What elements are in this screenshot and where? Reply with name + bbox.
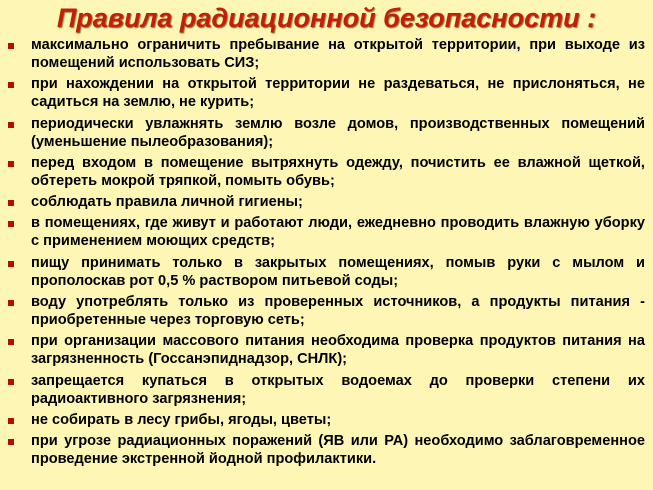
- list-item: [0, 293, 653, 329]
- list-item: [0, 75, 653, 111]
- rule-text: запрещается купаться в открытых водоемах до проверки степени их радиоактивного загрязнения;: [31, 372, 645, 407]
- list-item: [0, 332, 653, 368]
- rule-text: не собирать в лесу грибы, ягоды, цветы;: [31, 411, 332, 428]
- list-item: [0, 254, 653, 290]
- rule-text: перед входом в помещение вытряхнуть одежду, почистить ее влажной щеткой, обтереть мокрой тряпкой, помыть обувь;: [31, 154, 645, 189]
- square-bullet-icon: [8, 439, 14, 445]
- list-item: [0, 432, 653, 468]
- rules-list: [0, 36, 653, 472]
- list-item: [0, 372, 653, 408]
- rule-text: периодически увлажнять землю возле домов, производственных помещений (уменьшение пылеобразования);: [31, 115, 645, 150]
- square-bullet-icon: [8, 418, 14, 424]
- list-item: [0, 193, 653, 211]
- square-bullet-icon: [8, 82, 14, 88]
- square-bullet-icon: [8, 379, 14, 385]
- rule-text: воду употреблять только из проверенных источников, а продукты питания - приобретенные через торговую сеть;: [31, 294, 645, 329]
- rule-text: пищу принимать только в закрытых помещениях, помыв руки с мылом и прополоскав рот 0,5 % раствором питьевой соды;: [31, 254, 645, 289]
- square-bullet-icon: [8, 122, 14, 128]
- square-bullet-icon: [8, 339, 14, 345]
- list-item: [0, 411, 653, 429]
- rule-text: при нахождении на открытой территории не раздеваться, не прислоняться, не садиться на землю, не курить;: [31, 76, 645, 111]
- rule-text: при угрозе радиационных поражений (ЯВ или РА) необходимо заблаговременное проведение экстренной йодной профилактики.: [31, 433, 645, 468]
- square-bullet-icon: [8, 261, 14, 267]
- rule-text: максимально ограничить пребывание на открытой территории, при выходе из помещений использовать СИЗ;: [31, 37, 645, 71]
- list-item: [0, 214, 653, 250]
- square-bullet-icon: [8, 221, 14, 227]
- square-bullet-icon: [8, 43, 14, 49]
- list-item: [0, 115, 653, 151]
- list-item: [0, 154, 653, 190]
- rule-text: при организации массового питания необходима проверка продуктов питания на загрязненность (Госсанэпиднадзор, СНЛК);: [31, 333, 645, 368]
- list-item: [0, 36, 653, 72]
- square-bullet-icon: [8, 200, 14, 206]
- rule-text: соблюдать правила личной гигиены;: [31, 194, 303, 211]
- rule-text: в помещениях, где живут и работают люди, ежедневно проводить влажную уборку с применением моющих средств;: [31, 215, 645, 250]
- slide-title: Правила радиационной безопасности :: [56, 3, 597, 33]
- square-bullet-icon: [8, 300, 14, 306]
- square-bullet-icon: [8, 161, 14, 167]
